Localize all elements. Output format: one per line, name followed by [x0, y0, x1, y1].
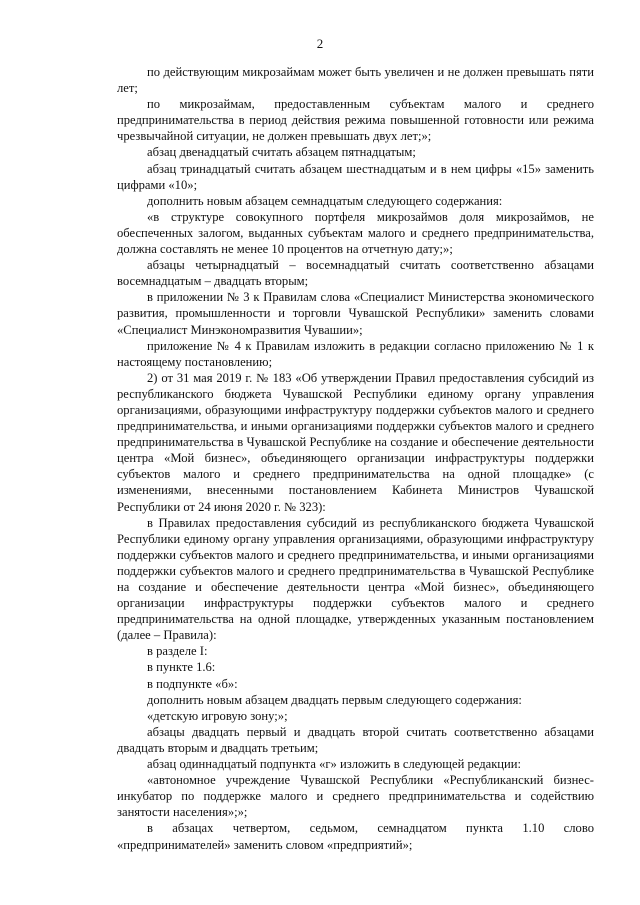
paragraph: в подпункте «б»:: [147, 676, 238, 691]
paragraph: приложение № 4 к Правилам изложить в редакции согласно приложению № 1 к настоящему постановлению;: [117, 338, 594, 369]
document-body: [117, 64, 594, 853]
paragraph: абзацы двадцать первый и двадцать второй считать соответственно абзацами двадцать вторым и двадцать третьим;: [117, 724, 594, 755]
paragraph: дополнить новым абзацем двадцать первым следующего содержания:: [147, 692, 522, 707]
paragraph: «в структуре совокупного портфеля микрозаймов доля микрозаймов, не обеспеченных залогом, выданных субъектам малого и среднего предпринимательства, должна составлять не менее 10 процентов на отчетную дату;»;: [117, 209, 594, 257]
paragraph: дополнить новым абзацем семнадцатым следующего содержания:: [147, 193, 503, 208]
paragraph: в пункте 1.6:: [147, 660, 216, 675]
paragraph: в приложении № 3 к Правилам слова «Специалист Министерства экономического развития, промышленности и торговли Чувашской Республики» заменить словами «Специалист Минэкономразвития Чувашии»;: [117, 290, 594, 337]
paragraph: абзац одиннадцатый подпункта «г» изложить в следующей редакции:: [147, 757, 522, 772]
paragraph: «детскую игровую зону;»;: [147, 708, 288, 723]
paragraph: абзац двенадцатый считать абзацем пятнадцатым;: [147, 145, 416, 160]
paragraph: в Правилах предоставления субсидий из республиканского бюджета Чувашской Республики единому органу управления организациями, образующими инфраструктуру поддержки субъектов малого и среднего предпринимательства, и иными организациями поддержки субъектов малого и среднего предпринимательства в Чувашской Республике на создание и обеспечение деятельности центра «Мой бизнес», объединяющего организации инфраструктуры поддержки субъектов малого и среднего предпринимательства на одной площадке, утвержденных указанным постановлением (далее – Правила):: [117, 515, 594, 643]
paragraph: в абзацах четвертом, седьмом, семнадцатом пункта 1.10 слово «предпринимателей» заменить словом «предприятий»;: [117, 821, 594, 852]
paragraph: по действующим микрозаймам может быть увеличен и не должен превышать пяти лет;: [117, 65, 594, 96]
paragraph: 2) от 31 мая 2019 г. № 183 «Об утверждении Правил предоставления субсидий из республиканского бюджета Чувашской Республики единому органу управления организациями, образующими инфраструктуру поддержки субъектов малого и среднего предпринимательства, и иными организациями поддержки субъектов малого и среднего предпринимательства в Чувашской Республике на создание и обеспечение деятельности центра «Мой бизнес», объединяющего организации инфраструктуры поддержки субъектов малого и среднего предпринимательства на одной площадке» (с изменениями, внесенными постановлением Кабинета Министров Чувашской Республики от 24 июня 2020 г. № 323):: [117, 370, 594, 514]
paragraph: по микрозаймам, предоставленным субъектам малого и среднего предпринимательства в период действия режима повышенной готовности или режима чрезвычайной ситуации, не должен превышать двух лет;»;: [117, 97, 594, 144]
paragraph: «автономное учреждение Чувашской Республики «Республиканский бизнес-инкубатор по поддержке малого и среднего предпринимательства и содействию занятости населения»;»;: [117, 773, 594, 820]
page-number: 2: [316, 36, 324, 51]
paragraph: абзацы четырнадцатый – восемнадцатый считать соответственно абзацами восемнадцатым – двадцать вторым;: [117, 258, 594, 289]
paragraph: абзац тринадцатый считать абзацем шестнадцатым и в нем цифры «15» заменить цифрами «10»;: [117, 161, 594, 192]
paragraph: в разделе I:: [147, 644, 208, 659]
